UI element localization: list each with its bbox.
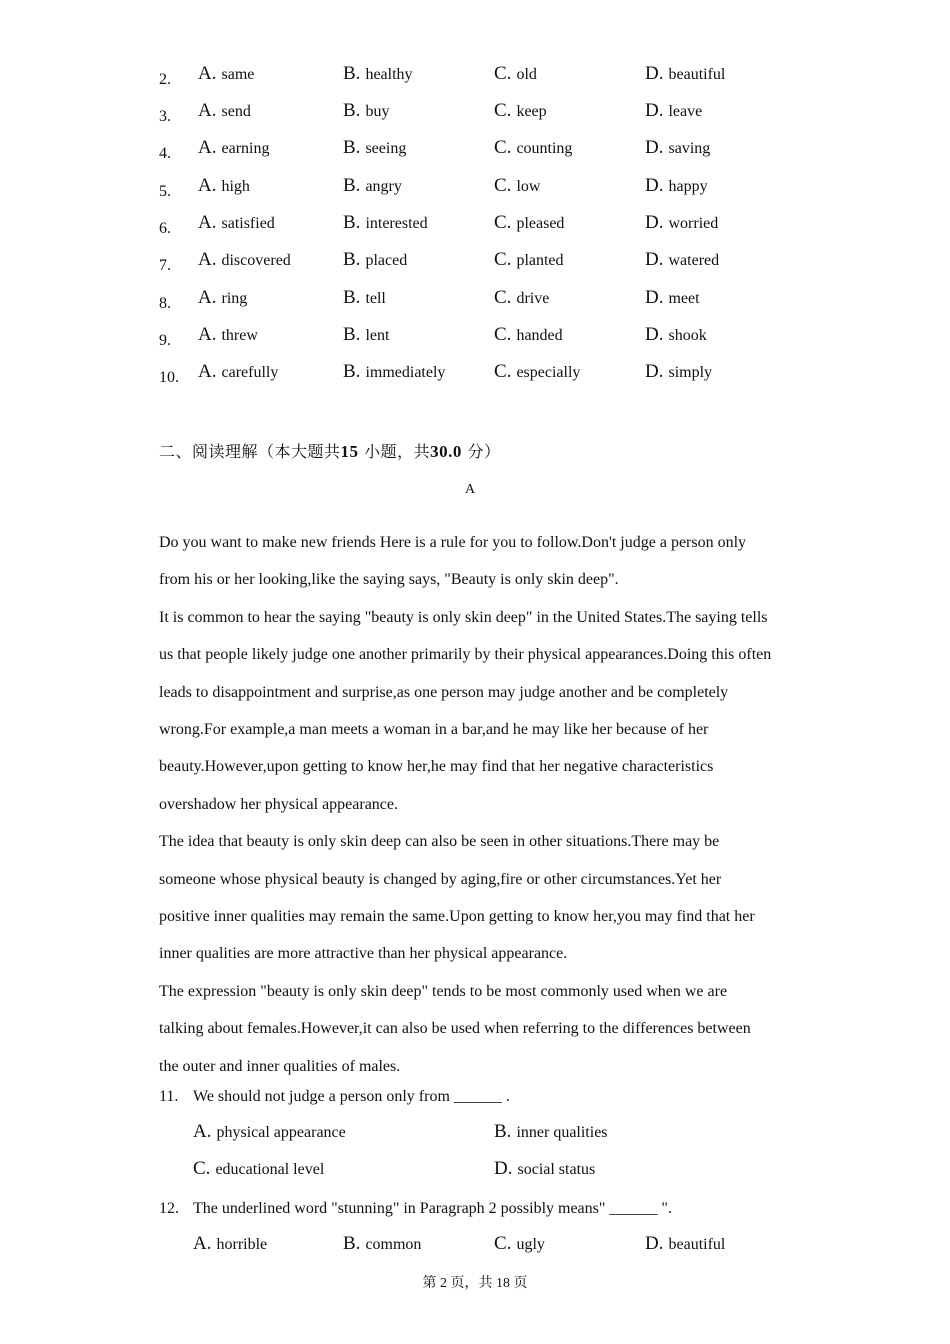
section-heading: 二、阅读理解（本大题共15 小题，共30.0 分） <box>159 442 501 461</box>
option-c[interactable]: C. old <box>494 63 537 84</box>
option-b[interactable]: B. immediately <box>343 361 446 382</box>
option-d[interactable]: D. worried <box>645 212 719 233</box>
option-d[interactable]: D. leave <box>645 100 703 121</box>
option-a[interactable]: A. ring <box>198 287 248 308</box>
option-c[interactable]: C. pleased <box>494 212 565 233</box>
question-number: 4. <box>159 145 171 162</box>
question-row <box>159 175 799 203</box>
option-b[interactable]: B. lent <box>343 324 390 345</box>
option-a[interactable]: A. satisfied <box>198 212 275 233</box>
option-d[interactable]: D. beautiful <box>645 63 726 84</box>
passage-line: Do you want to make new friends Here is a rule for you to follow.Don't judge a person only <box>159 534 747 551</box>
question-row <box>159 63 799 91</box>
option-d[interactable]: D. happy <box>645 175 708 196</box>
question-number: 8. <box>159 295 171 312</box>
reading-passage <box>159 524 809 1085</box>
question-row <box>159 324 799 352</box>
question-number: 9. <box>159 332 171 349</box>
option-d[interactable]: D. watered <box>645 249 720 270</box>
option-c[interactable]: C. counting <box>494 137 573 158</box>
question-row <box>159 100 799 128</box>
option-b[interactable]: B. buy <box>343 100 390 121</box>
passage-line: us that people likely judge one another primarily by their physical appearances.Doing this often <box>159 646 772 664</box>
option-d[interactable]: D. saving <box>645 137 711 158</box>
option-b[interactable]: B. interested <box>343 212 428 233</box>
option-c[interactable]: C. drive <box>494 287 550 308</box>
question-row <box>159 249 799 277</box>
question-number: 3. <box>159 108 171 125</box>
option-a[interactable]: A. same <box>198 63 255 84</box>
option-c[interactable]: C. educational level <box>193 1158 325 1179</box>
option-a[interactable]: A. horrible <box>193 1233 268 1254</box>
option-a[interactable]: A. physical appearance <box>193 1121 346 1142</box>
question-number: 5. <box>159 183 171 200</box>
option-c[interactable]: C. low <box>494 175 541 196</box>
passage-line: beauty.However,upon getting to know her,he may find that her negative characteristics <box>159 758 714 776</box>
option-b[interactable]: B. placed <box>343 249 408 270</box>
option-c[interactable]: C. especially <box>494 361 581 382</box>
passage-line: talking about females.However,it can also be used when referring to the differences between <box>159 1020 751 1038</box>
option-a[interactable]: A. discovered <box>198 249 291 270</box>
option-b[interactable]: B. tell <box>343 287 386 308</box>
option-c[interactable]: C. handed <box>494 324 563 345</box>
option-c[interactable]: C. planted <box>494 249 564 270</box>
option-d[interactable]: D. meet <box>645 287 700 308</box>
question-number: 7. <box>159 257 171 274</box>
passage-title: A <box>464 482 476 497</box>
option-a[interactable]: A. carefully <box>198 361 279 382</box>
page-footer: 第 2 页，共 18 页 <box>422 1276 528 1291</box>
question-12-options <box>193 1233 833 1261</box>
question-11-stem: 11. We should not judge a person only from ______ . <box>159 1088 510 1105</box>
passage-line: wrong.For example,a man meets a woman in a bar,and he may like her because of her <box>159 721 709 739</box>
passage-line: the outer and inner qualities of males. <box>159 1057 401 1075</box>
option-d[interactable]: D. shook <box>645 324 707 345</box>
passage-line: The idea that beauty is only skin deep can also be seen in other situations.There may be <box>159 833 720 851</box>
question-row <box>159 137 799 165</box>
option-a[interactable]: A. earning <box>198 137 270 158</box>
option-d[interactable]: D. simply <box>645 361 713 382</box>
question-number: 6. <box>159 220 171 237</box>
passage-line: The expression "beauty is only skin deep" tends to be most commonly used when we are <box>159 982 728 1000</box>
question-11-options-row-2 <box>193 1158 833 1186</box>
option-b[interactable]: B. inner qualities <box>494 1121 608 1142</box>
option-b[interactable]: B. common <box>343 1233 422 1254</box>
option-a[interactable]: A. send <box>198 100 251 121</box>
question-row <box>159 212 799 240</box>
option-b[interactable]: B. angry <box>343 175 402 196</box>
passage-line: leads to disappointment and surprise,as one person may judge another and be completely <box>159 683 729 701</box>
option-d[interactable]: D. social status <box>494 1158 596 1179</box>
question-row <box>159 287 799 315</box>
passage-line: It is common to hear the saying "beauty is only skin deep" in the United States.The saying tells <box>159 608 768 626</box>
option-c[interactable]: C. keep <box>494 100 547 121</box>
option-d[interactable]: D. beautiful <box>645 1233 726 1254</box>
passage-line: someone whose physical beauty is changed by aging,fire or other circumstances.Yet her <box>159 870 722 888</box>
option-a[interactable]: A. threw <box>198 324 258 345</box>
option-b[interactable]: B. seeing <box>343 137 407 158</box>
option-b[interactable]: B. healthy <box>343 63 413 84</box>
passage-line: overshadow her physical appearance. <box>159 795 398 813</box>
passage-line: positive inner qualities may remain the same.Upon getting to know her,you may find that her <box>159 908 755 926</box>
question-row <box>159 361 799 389</box>
question-number: 10. <box>159 369 179 386</box>
question-number: 2. <box>159 71 171 88</box>
question-11-options-row-1 <box>193 1121 833 1149</box>
question-12-stem: 12. The underlined word "stunning" in Paragraph 2 possibly means" ______ ". <box>159 1200 672 1217</box>
option-c[interactable]: C. ugly <box>494 1233 545 1254</box>
passage-line: inner qualities are more attractive than her physical appearance. <box>159 945 568 963</box>
passage-line: from his or her looking,like the saying says, "Beauty is only skin deep". <box>159 571 619 589</box>
option-a[interactable]: A. high <box>198 175 250 196</box>
